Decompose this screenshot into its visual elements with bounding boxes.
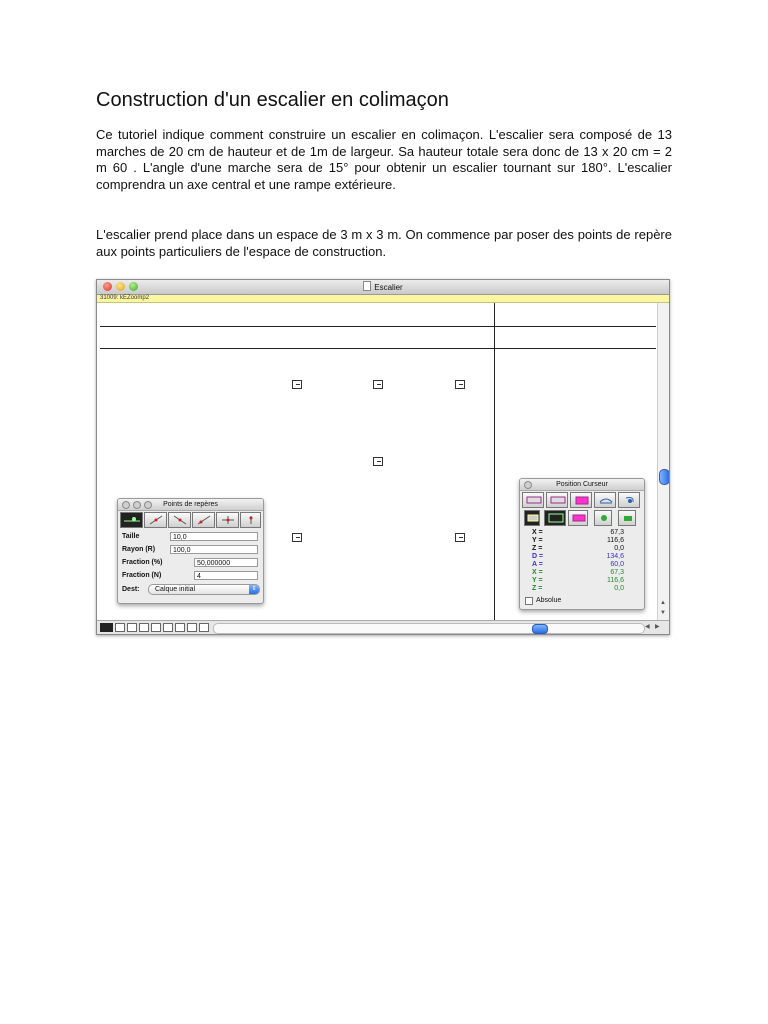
cursor-readout-row: [532, 577, 632, 585]
boundary-line-vertical: [494, 303, 495, 621]
palette-close-icon[interactable]: [524, 481, 532, 489]
line-division-tab[interactable]: [144, 512, 167, 528]
grid-icon: [527, 513, 539, 523]
coord-mode-tab[interactable]: [524, 510, 540, 526]
dest-select-value: Calque initial: [155, 586, 196, 593]
document-title: Construction d'un escalier en colimaçon: [96, 89, 449, 111]
fill-tool-icon[interactable]: [163, 623, 173, 632]
point-icon: [123, 515, 141, 525]
plane-icon: [525, 495, 543, 505]
view-plane-tab[interactable]: [522, 492, 544, 508]
cursor-palette-titlebar: [520, 479, 644, 491]
palette-zoom-icon[interactable]: [144, 501, 152, 509]
palette-close-icon[interactable]: [122, 501, 130, 509]
bottom-toolbar: [97, 620, 669, 635]
hatch-tool-icon[interactable]: [151, 623, 161, 632]
points-palette-title: Points de repères: [163, 501, 218, 508]
scroll-right-arrow-icon[interactable]: ▶: [655, 624, 660, 630]
document-icon: [363, 281, 371, 291]
reference-point-marker[interactable]: [455, 533, 465, 542]
scroll-down-arrow-icon[interactable]: ▼: [660, 610, 666, 616]
intersection-tab[interactable]: [216, 512, 239, 528]
polar-mode-tab[interactable]: [594, 510, 612, 526]
coordinate-value: 67,3: [610, 529, 624, 536]
point-mode-tab[interactable]: [120, 512, 143, 528]
snap-tool-icon[interactable]: [127, 623, 137, 632]
coordinate-value: 0,0: [614, 585, 624, 592]
coordinate-label: Z =: [532, 585, 543, 592]
horizontal-scroll-thumb[interactable]: [532, 624, 548, 634]
coordinate-value: 116,6: [607, 577, 624, 584]
coordinate-value: 60,0: [610, 561, 624, 568]
field-label: Rayon (R): [122, 546, 156, 553]
fraction-tab[interactable]: [192, 512, 215, 528]
offset-icon: [243, 515, 259, 525]
coordinate-label: A =: [532, 561, 543, 568]
scroll-left-arrow-icon[interactable]: ◀: [645, 624, 650, 630]
pattern-tool-icon[interactable]: [139, 623, 149, 632]
frame-icon: [547, 513, 565, 523]
info-text: 31009: kEZoomp2: [100, 295, 150, 301]
view-front-tab[interactable]: [546, 492, 568, 508]
info-bar: [97, 295, 669, 303]
absolute-label: Absolue: [536, 597, 562, 604]
coordinate-value: 116,6: [607, 537, 624, 544]
vertical-scroll-thumb[interactable]: [659, 469, 670, 485]
midpoint-tab[interactable]: [168, 512, 191, 528]
rayon-input[interactable]: 100,0: [170, 545, 258, 554]
intro-paragraph: Ce tutoriel indique comment construire un escalier en colimaçon. L'escalier sera composé de 13 marches de 20 cm de hauteur et de 1m de largeur. Sa hauteur totale sera donc de 13 x 20 cm = 2 m 60 . L'angle d'une marche sera de 15° pour obtenir un escalier tournant sur 180°. L'escalier comprendra un axe central et une rampe extérieure.: [96, 127, 672, 192]
fraction-percent-input[interactable]: 50,000000: [194, 558, 258, 567]
field-label: Fraction (N): [122, 572, 162, 579]
front-icon: [549, 495, 567, 505]
polar-icon: [597, 513, 611, 523]
view-side-tab[interactable]: [570, 492, 592, 508]
cursor-palette-title: Position Curseur: [556, 481, 608, 488]
taille-input[interactable]: 10,0: [170, 532, 258, 541]
rotate-icon: [597, 495, 615, 505]
setup-paragraph: L'escalier prend place dans un espace de 3 m x 3 m. On commence par poser des points de repère aux points particuliers de l'espace de construction.: [96, 227, 672, 259]
window-titlebar: [97, 280, 669, 295]
dest-label: Dest:: [122, 586, 140, 593]
layer-tool-icon[interactable]: [100, 623, 113, 632]
vertical-scrollbar[interactable]: [657, 303, 670, 621]
fraction-count-input[interactable]: 4: [194, 571, 258, 580]
chevron-updown-icon: ⇕: [249, 585, 259, 594]
boundary-line-top: [100, 326, 656, 327]
absolute-mode-tab[interactable]: [544, 510, 566, 526]
fraction-icon: [195, 515, 213, 525]
cursor-readout-row: [532, 545, 632, 553]
reference-point-marker[interactable]: [455, 380, 465, 389]
coordinate-value: 0,0: [614, 545, 624, 552]
scroll-up-arrow-icon[interactable]: ▲: [660, 600, 666, 606]
coordinate-label: Y =: [532, 577, 543, 584]
cursor-readout-row: [532, 569, 632, 577]
coordinate-value: 134,6: [606, 553, 624, 560]
screenshot-window: [96, 279, 670, 635]
field-label: Taille: [122, 533, 140, 540]
reference-point-marker[interactable]: [373, 380, 383, 389]
division-icon: [147, 515, 165, 525]
view-rotate-tab[interactable]: [594, 492, 616, 508]
cursor-position-palette: [519, 478, 645, 610]
reference-point-marker[interactable]: [373, 457, 383, 466]
orbit-icon: [621, 495, 639, 505]
horizontal-scrollbar[interactable]: [213, 623, 645, 634]
field-label: Fraction (%): [122, 559, 163, 566]
origin-icon: [621, 513, 635, 523]
cursor-readout-row: [532, 537, 632, 545]
reference-point-marker[interactable]: [292, 380, 302, 389]
palette-minimize-icon[interactable]: [133, 501, 141, 509]
offset-point-tab[interactable]: [240, 512, 261, 528]
points-palette-titlebar: [118, 499, 263, 511]
points-palette: [117, 498, 264, 604]
cursor-readout-row: [532, 561, 632, 569]
coordinate-label: D =: [532, 553, 544, 560]
coordinate-label: Z =: [532, 545, 543, 552]
origin-mode-tab[interactable]: [618, 510, 636, 526]
relative-mode-tab[interactable]: [568, 510, 588, 526]
dest-select[interactable]: [148, 584, 260, 595]
grid-tool-icon[interactable]: [115, 623, 125, 632]
relative-icon: [571, 513, 587, 523]
coordinate-label: X =: [532, 569, 543, 576]
absolute-checkbox[interactable]: [525, 597, 533, 605]
coordinate-value: 67,3: [610, 569, 624, 576]
intersection-icon: [219, 515, 237, 525]
cursor-readout-row: [532, 585, 632, 593]
cursor-readout-row: [532, 529, 632, 537]
arrow-tool-icon[interactable]: [199, 623, 209, 632]
pen-tool-icon[interactable]: [187, 623, 197, 632]
color-tool-icon[interactable]: [175, 623, 185, 632]
coordinate-label: Y =: [532, 537, 543, 544]
side-icon: [573, 495, 591, 505]
cursor-readout-row: [532, 553, 632, 561]
window-title: Escalier: [97, 281, 669, 294]
reference-point-marker[interactable]: [292, 533, 302, 542]
boundary-line-second: [100, 348, 656, 349]
view-orbit-tab[interactable]: [618, 492, 640, 508]
coordinate-label: X =: [532, 529, 543, 536]
midpoint-icon: [171, 515, 189, 525]
